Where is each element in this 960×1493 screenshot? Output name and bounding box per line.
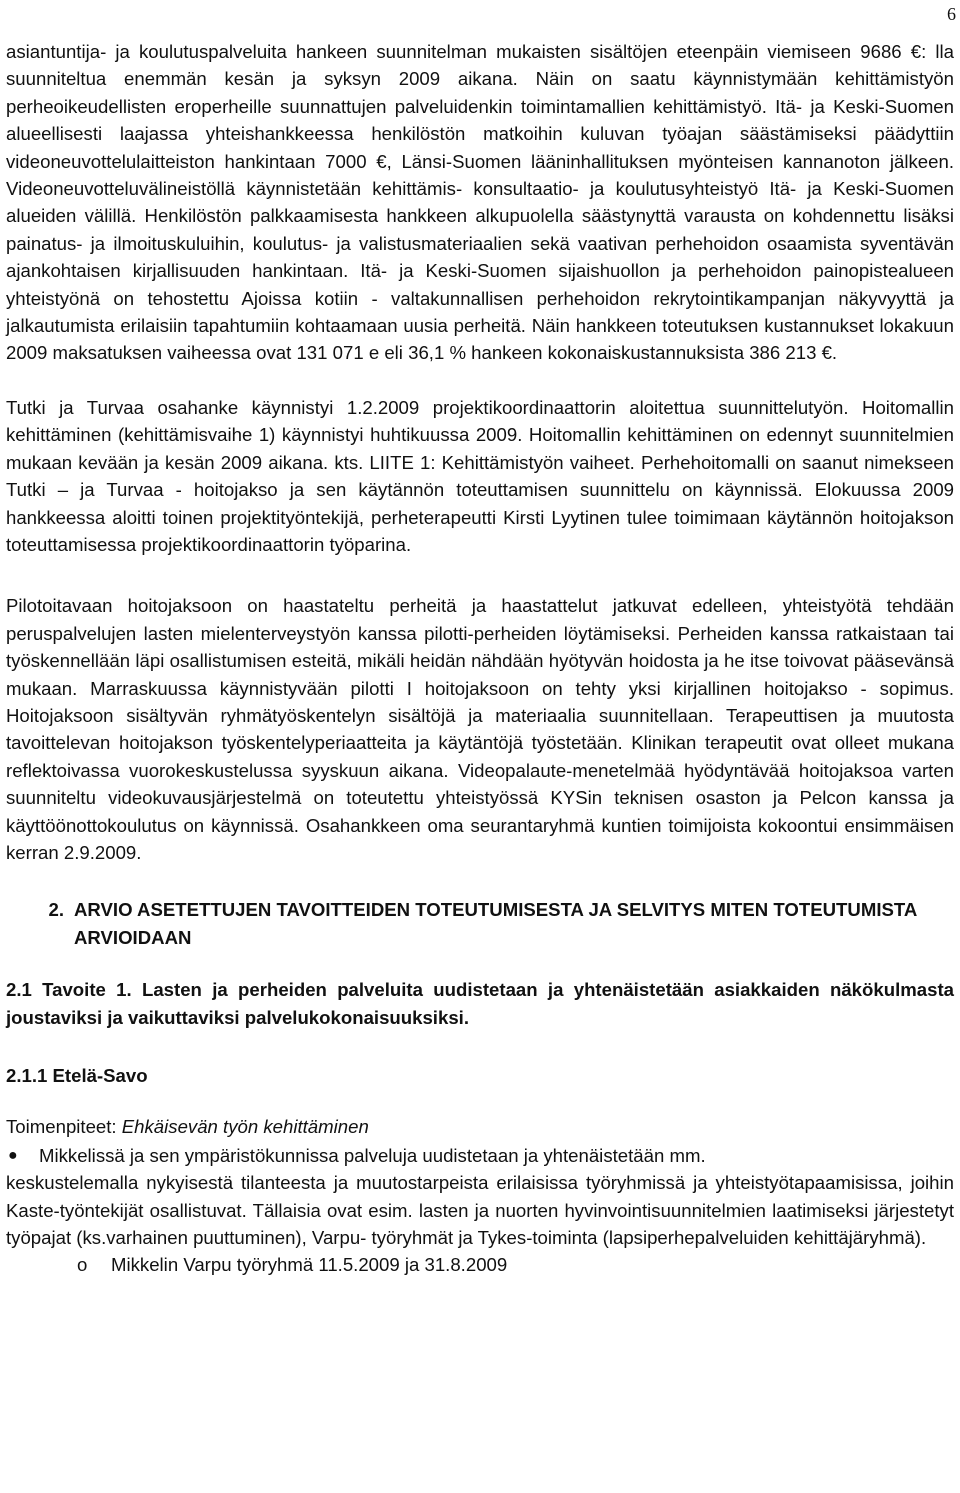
- measures-line: [6, 1113, 954, 1140]
- paragraph-pilot-treatment: Pilotoitavaan hoitojaksoon on haastateltu perheitä ja haastattelut jatkuvat edelleen, yhteistyötä tehdään peruspalvelujen lasten mielenterveystyön kanssa pilotti-perheiden löytämiseksi. Perheiden kanssa ratkaistaan tai työskennellään läpi osallistumisen esteitä, mikäli heidän nähdään hyötyvän hoidosta ja he itse toivovat pääsevänsä mukaan. Marraskuussa käynnistyvään pilotti I hoitojaksoon on tehty yksi kirjallinen hoitojakso - sopimus. Hoitojaksoon sisältyvän ryhmätyöskentelyn sisältöjä ja materiaalia suunnitellaan. Terapeuttisen ja muutosta tavoittelevan hoitojakson työskentelyperiaatteita ja käytäntöjä työstetään. Klinikan terapeutit ovat olleet mukana reflektoivassa vuorokeskustelussa syyskuun aikana. Videopalaute-menetelmää hyödyntävää hoitojaksoa varten suunniteltu videokuvausjärjestelmä on toteutettu yhteistyössä KYSin teknisen osaston ja Pelcon kanssa ja käyttöönottokoulutus on käynnissä. Osahankkeen oma seurantaryhmä kuntien toimijoista kokoontui ensimmäisen kerran 2.9.2009.: [6, 595, 954, 863]
- bullet-item: [6, 1142, 954, 1169]
- page-number: 6: [947, 4, 956, 24]
- sub-bullet-item: [6, 1251, 954, 1278]
- subheading-etela-savo: 2.1.1 Etelä-Savo: [6, 1065, 148, 1086]
- paragraph-collaboration: keskustelemalla nykyisestä tilanteesta ja muutostarpeista erilaisissa työryhmissä ja yhteistyötapaamisissa, joihin Kaste-työntekijät osallistuvat. Tällaisia ovat esim. lasten ja nuorten hyvinvointisuunnitelmien laatimiseksi järjestetyt työpajat (ks.varhainen puuttuminen), Varpu- työryhmät ja Tykes-toiminta (lapsiperhepalveluiden kehittäjäryhmä).: [6, 1172, 954, 1249]
- sub-bullet-text: Mikkelin Varpu työryhmä 11.5.2009 ja 31.8.2009: [111, 1254, 508, 1276]
- section-heading-2: [6, 896, 954, 951]
- section-number: 2.: [48, 899, 64, 921]
- bullet-text: Mikkelissä ja sen ympäristökunnissa palveluja uudistetaan ja yhtenäistetään mm.: [39, 1144, 706, 1166]
- measures-label: Toimenpiteet:: [6, 1116, 122, 1138]
- bullet-icon: ●: [8, 1146, 18, 1164]
- circle-bullet-icon: o: [77, 1254, 88, 1276]
- document-body: [6, 38, 954, 1279]
- measures-value: Ehkäisevän työn kehittäminen: [121, 1116, 369, 1138]
- section-title: ARVIO ASETETTUJEN TAVOITTEIDEN TOTEUTUMISESTA JA SELVITYS MITEN TOTEUTUMISTA ARVIOIDAAN: [74, 899, 917, 948]
- paragraph-project-costs: asiantuntija- ja koulutuspalveluita hankeen suunnitelman mukaisten sisältöjen eteenpäin viemiseen 9686 €: lla suunniteltua enemmän kesän ja syksyn 2009 aikana. Näin on saatu käynnistymään kehittämistyön perheoikeudellisten eroperheille suunnattujen palveluidenkin toimintamallien kehittämistyö. Itä- ja Keski-Suomen alueellisesti laajassa yhteishankkeessa henkilöstön matkoihin kuluvan työajan säästämiseksi päädyttiin videoneuvottelulaitteiston hankintaan 7000 €, Länsi-Suomen lääninhallituksen myönteisen kannanoton jälkeen. Videoneuvotteluvälineistöllä käynnistetään kehittämis- konsultaatio- ja koulutusyhteistyö Itä- ja Keski-Suomen alueiden välillä. Henkilöstön palkkaamisesta hankkeen alkupuolella säästynyttä varausta on kohdennettu lisäksi painatus- ja ilmoituskuluihin, koulutus- ja valistusmateriaalien sekä vaativan perhehoidon osaamista syventävän ajankohtaisen kirjallisuuden hankintaan. Itä- ja Keski-Suomen sijaishuollon ja perhehoidon painopistealueen yhteistyönä on tehostettu Ajoissa kotiin - valtakunnallisen perhehoidon rekrytointikampanjan näkyvyyttä ja jalkautumista erilaisiin tapahtumiin kohtaamaan uusia perheitä. Näin hankkeen toteutuksen kustannukset lokakuun 2009 maksatuksen vaiheessa ovat 131 071 e eli 36,1 % hankeen kokonaiskustannuksista 386 213 €.: [6, 41, 954, 364]
- subheading-goal-1: 2.1 Tavoite 1. Lasten ja perheiden palveluita uudistetaan ja yhtenäistetään asiakkaiden näkökulmasta joustaviksi ja vaikuttaviksi palvelukokonaisuuksiksi.: [6, 979, 954, 1028]
- paragraph-tutki-ja-turvaa: Tutki ja Turvaa osahanke käynnistyi 1.2.2009 projektikoordinaattorin aloitettua suunnittelutyön. Hoitomallin kehittäminen (kehittämisvaihe 1) käynnistyi huhtikuussa 2009. Hoitomallin kehittäminen on edennyt suunnitelmien mukaan kevään ja kesän 2009 aikana. kts. LIITE 1: Kehittämistyön vaiheet. Perhehoitomalli on saanut nimekseen Tutki – ja Turvaa - hoitojakso ja sen käytännön toteuttamisen suunnittelu on käynnissä. Elokuussa 2009 hankkeessa aloitti toinen projektityöntekijä, perheterapeutti Kirsti Lyytinen tulee toimimaan käytännön hoitojakson toteuttamisessa projektikoordinaattorin työparina.: [6, 396, 954, 555]
